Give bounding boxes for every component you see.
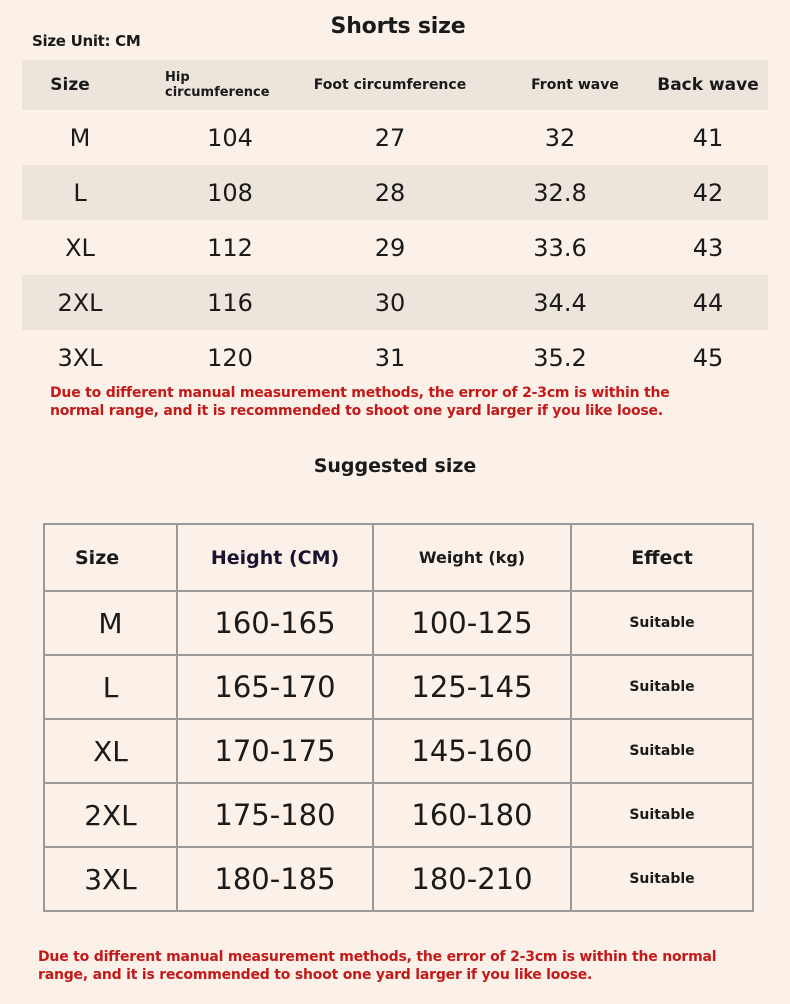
header-foot-circumference: Foot circumference bbox=[313, 77, 467, 93]
measurement-note-shorts bbox=[50, 384, 710, 420]
cell-hip: 108 bbox=[207, 178, 253, 207]
header-hip-circumference: Hip circumference bbox=[165, 70, 270, 100]
suggested-header-row bbox=[44, 524, 753, 591]
cell-size: M bbox=[69, 123, 91, 152]
header-size: Size bbox=[44, 524, 177, 591]
header-size: Size bbox=[50, 75, 90, 95]
cell-size: L bbox=[73, 178, 87, 207]
cell-front-wave: 33.6 bbox=[533, 233, 587, 262]
note-line: Due to different manual measurement methods, the error of 2-3cm is within the normal bbox=[38, 949, 717, 965]
cell-front-wave: 32.8 bbox=[533, 178, 587, 207]
cell-effect: Suitable bbox=[571, 591, 753, 655]
cell-size: 2XL bbox=[57, 288, 103, 317]
shorts-row-m bbox=[22, 110, 768, 165]
header-back-wave: Back wave bbox=[657, 75, 759, 95]
suggested-row-l bbox=[44, 655, 753, 719]
cell-weight: 145-160 bbox=[373, 719, 571, 783]
suggested-row-xl bbox=[44, 719, 753, 783]
cell-height: 180-185 bbox=[177, 847, 373, 911]
cell-weight: 125-145 bbox=[373, 655, 571, 719]
cell-effect: Suitable bbox=[571, 655, 753, 719]
cell-size: 2XL bbox=[44, 783, 177, 847]
cell-effect: Suitable bbox=[571, 783, 753, 847]
cell-back-wave: 45 bbox=[692, 343, 724, 372]
cell-weight: 160-180 bbox=[373, 783, 571, 847]
header-effect: Effect bbox=[571, 524, 753, 591]
suggested-row-3xl bbox=[44, 847, 753, 911]
note-line: normal range, and it is recommended to shoot one yard larger if you like loose. bbox=[50, 403, 663, 419]
shorts-row-2xl bbox=[22, 275, 768, 330]
shorts-row-xl bbox=[22, 220, 768, 275]
note-line: range, and it is recommended to shoot one yard larger if you like loose. bbox=[38, 967, 593, 983]
cell-back-wave: 41 bbox=[692, 123, 724, 152]
shorts-row-l bbox=[22, 165, 768, 220]
cell-size: XL bbox=[44, 719, 177, 783]
suggested-size-title: Suggested size bbox=[313, 455, 477, 477]
cell-hip: 104 bbox=[207, 123, 253, 152]
suggested-size-table bbox=[43, 523, 754, 912]
shorts-row-3xl bbox=[22, 330, 768, 385]
cell-back-wave: 43 bbox=[692, 233, 724, 262]
cell-height: 165-170 bbox=[177, 655, 373, 719]
measurement-note-suggested bbox=[38, 948, 738, 984]
cell-foot: 30 bbox=[374, 288, 406, 317]
cell-height: 175-180 bbox=[177, 783, 373, 847]
cell-hip: 120 bbox=[207, 343, 253, 372]
cell-back-wave: 42 bbox=[692, 178, 724, 207]
cell-hip: 112 bbox=[207, 233, 253, 262]
cell-front-wave: 34.4 bbox=[533, 288, 587, 317]
suggested-row-m bbox=[44, 591, 753, 655]
shorts-size-table bbox=[22, 60, 768, 385]
cell-size: L bbox=[44, 655, 177, 719]
cell-foot: 31 bbox=[374, 343, 406, 372]
header-weight: Weight (kg) bbox=[373, 524, 571, 591]
cell-size: XL bbox=[65, 233, 95, 262]
cell-front-wave: 32 bbox=[544, 123, 576, 152]
size-unit-label: Size Unit: CM bbox=[32, 32, 141, 50]
cell-height: 170-175 bbox=[177, 719, 373, 783]
cell-back-wave: 44 bbox=[692, 288, 724, 317]
shorts-header-row bbox=[22, 60, 768, 110]
suggested-row-2xl bbox=[44, 783, 753, 847]
cell-height: 160-165 bbox=[177, 591, 373, 655]
cell-weight: 100-125 bbox=[373, 591, 571, 655]
cell-size: M bbox=[44, 591, 177, 655]
cell-foot: 28 bbox=[374, 178, 406, 207]
cell-effect: Suitable bbox=[571, 847, 753, 911]
header-height: Height (CM) bbox=[177, 524, 373, 591]
header-front-wave: Front wave bbox=[531, 77, 619, 93]
cell-effect: Suitable bbox=[571, 719, 753, 783]
cell-foot: 29 bbox=[374, 233, 406, 262]
shorts-size-title: Shorts size bbox=[330, 14, 466, 39]
note-line: Due to different manual measurement methods, the error of 2-3cm is within the bbox=[50, 385, 670, 401]
cell-size: 3XL bbox=[44, 847, 177, 911]
cell-weight: 180-210 bbox=[373, 847, 571, 911]
cell-foot: 27 bbox=[374, 123, 406, 152]
cell-size: 3XL bbox=[57, 343, 103, 372]
cell-hip: 116 bbox=[207, 288, 253, 317]
cell-front-wave: 35.2 bbox=[533, 343, 587, 372]
